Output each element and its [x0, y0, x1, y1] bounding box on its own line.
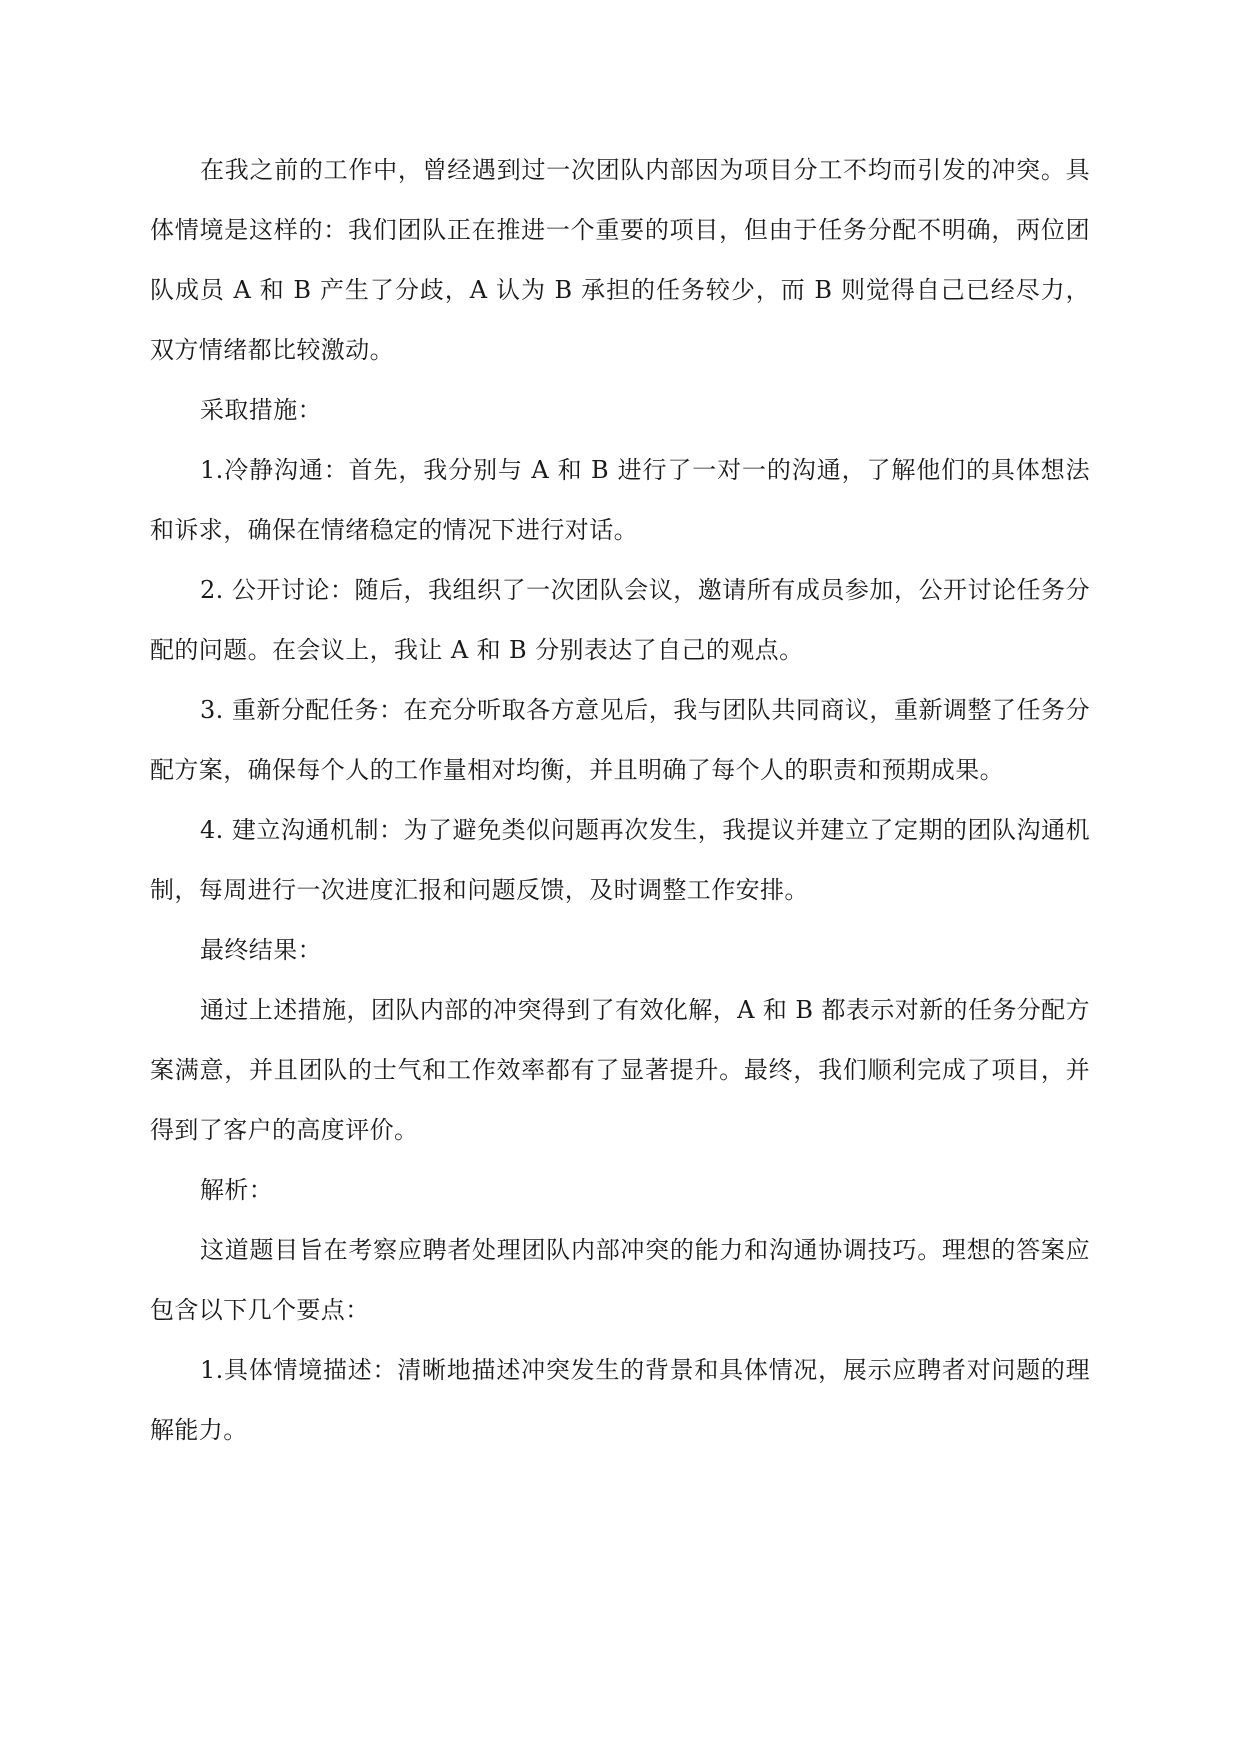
paragraph-point-1: 1.具体情境描述：清晰地描述冲突发生的背景和具体情况，展示应聘者对问题的理解能力。 [150, 1356, 1090, 1444]
paragraph-situation: 在我之前的工作中，曾经遇到过一次团队内部因为项目分工不均而引发的冲突。具体情境是这样的：我们团队正在推进一个重要的项目，但由于任务分配不明确，两位团队成员 A 和 B 产生了分歧，A 认为 B 承担的任务较少，而 B 则觉得自己已经尽力，双方情绪都比较激动。 [150, 156, 1090, 364]
paragraph-action-2: 2. 公开讨论：随后，我组织了一次团队会议，邀请所有成员参加，公开讨论任务分配的问题。在会议上，我让 A 和 B 分别表达了自己的观点。 [150, 576, 1090, 664]
document-body [150, 140, 1090, 1460]
paragraph-analysis: 这道题目旨在考察应聘者处理团队内部冲突的能力和沟通协调技巧。理想的答案应包含以下几个要点： [150, 1236, 1090, 1324]
heading-result: 最终结果： [200, 936, 322, 964]
heading-actions: 采取措施： [200, 396, 322, 424]
paragraph-action-4: 4. 建立沟通机制：为了避免类似问题再次发生，我提议并建立了定期的团队沟通机制，每周进行一次进度汇报和问题反馈，及时调整工作安排。 [150, 816, 1090, 904]
paragraph-result: 通过上述措施，团队内部的冲突得到了有效化解，A 和 B 都表示对新的任务分配方案满意，并且团队的士气和工作效率都有了显著提升。最终，我们顺利完成了项目，并得到了客户的高度评价。 [150, 996, 1090, 1144]
paragraph-action-1: 1.冷静沟通：首先，我分别与 A 和 B 进行了一对一的沟通，了解他们的具体想法和诉求，确保在情绪稳定的情况下进行对话。 [150, 456, 1090, 544]
heading-analysis: 解析： [200, 1176, 274, 1204]
paragraph-action-3: 3. 重新分配任务：在充分听取各方意见后，我与团队共同商议，重新调整了任务分配方案，确保每个人的工作量相对均衡，并且明确了每个人的职责和预期成果。 [150, 696, 1090, 784]
